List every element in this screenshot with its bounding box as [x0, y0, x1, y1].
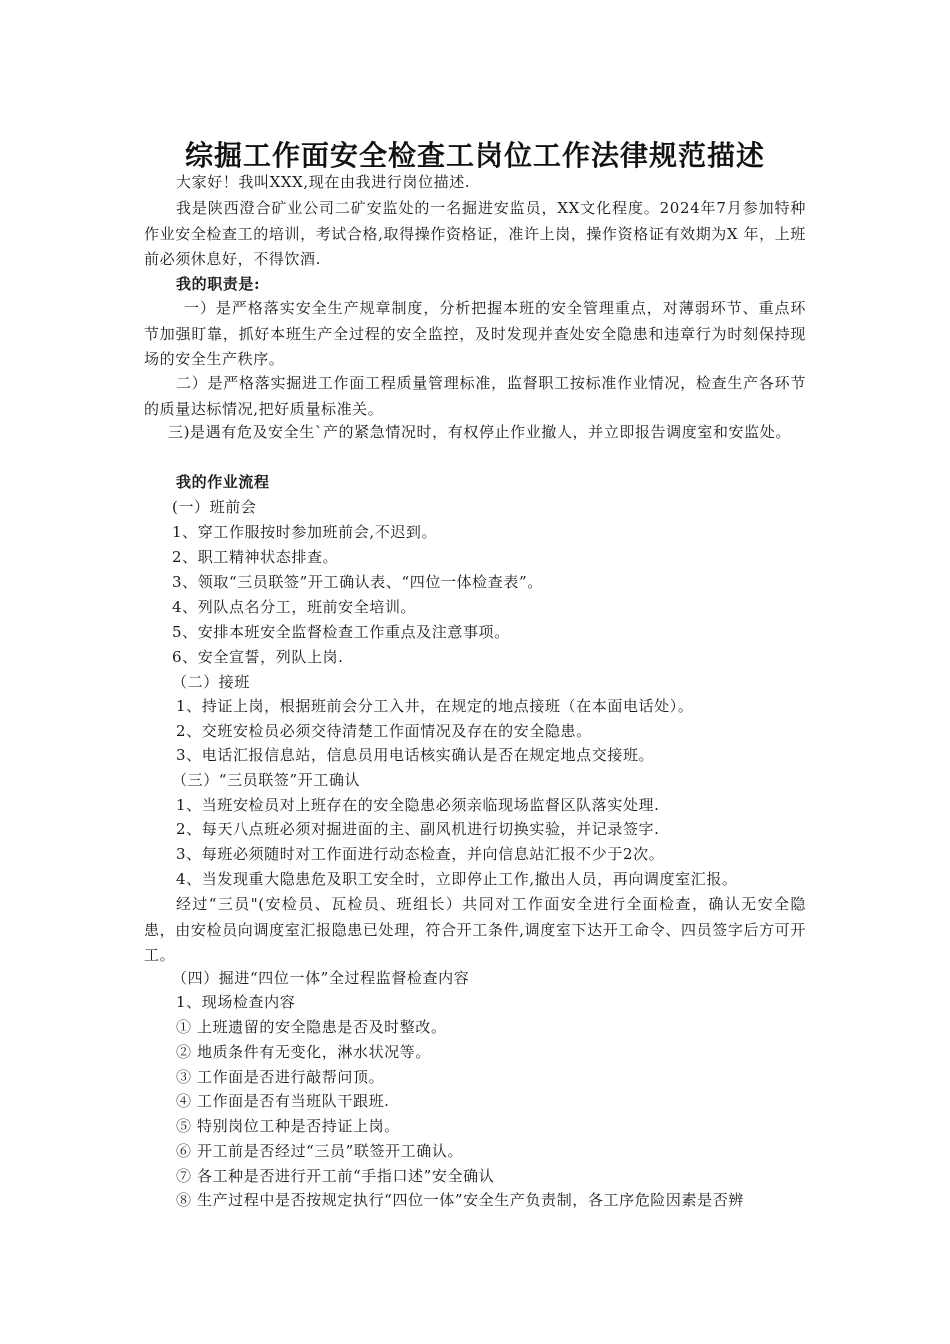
section-4-item: ⑧ 生产过程中是否按规定执行“四位一体”安全生产负责制，各工序危险因素是否辨	[176, 1191, 744, 1209]
section-4-item: ⑥ 开工前是否经过“三员”联签开工确认。	[176, 1142, 464, 1160]
document-title: 综掘工作面安全检查工岗位工作法律规范描述	[184, 139, 765, 172]
section-1-item: 3、领取“三员联签”开工确认表、“四位一体检查表”。	[172, 573, 543, 591]
section-2-title: （二）接班	[172, 673, 251, 691]
section-1-item: 5、安排本班安全监督检查工作重点及注意事项。	[172, 623, 510, 641]
duties-heading: 我的职责是:	[176, 275, 261, 293]
section-4-item: ② 地质条件有无变化，淋水状况等。	[176, 1043, 431, 1061]
section-4-item: ⑤ 特别岗位工种是否持证上岗。	[176, 1117, 400, 1135]
section-3-item: 1、当班安检员对上班存在的安全隐患必须亲临现场监督区队落实处理.	[176, 796, 660, 814]
section-4-item: ① 上班遗留的安全隐患是否及时整改。	[176, 1018, 447, 1036]
section-2-item: 1、持证上岗，根据班前会分工入井，在规定的地点接班（在本面电话处）。	[176, 697, 694, 715]
section-1-title: (一）班前会	[172, 498, 257, 516]
section-3-item: 4、当发现重大隐患危及职工安全时，立即停止工作,撤出人员，再向调度室汇报。	[176, 870, 738, 888]
process-heading: 我的作业流程	[176, 473, 270, 491]
section-1-item: 6、安全宣誓，列队上岗.	[172, 648, 344, 666]
section-3-summary: 经过“三员"(安检员、瓦检员、班组长）共同对工作面安全进行全面检查，确认无安全隐患，由安检员向调度室汇报隐患已处理，符合开工条件,调度室下达开工命令、四员签字后方可开工。	[144, 895, 806, 964]
section-4-item: ④ 工作面是否有当班队干跟班.	[176, 1092, 390, 1110]
section-4-title: （四）掘进“四位一体”全过程监督检查内容	[172, 969, 470, 987]
duty-item-2: 二）是严格落实掘进工作面工程质量管理标准，监督职工按标准作业情况，检查生产各环节的质量达标情况,把好质量标准关。	[144, 374, 806, 418]
section-4-subheading: 1、现场检查内容	[176, 993, 296, 1011]
greeting-line: 大家好！我叫XXX,现在由我进行岗位描述.	[176, 173, 471, 191]
section-3-item: 3、每班必须随时对工作面进行动态检查，并向信息站汇报不少于2次。	[176, 845, 665, 863]
duty-item-1: 一）是严格落实安全生产规章制度，分析把握本班的安全管理重点，对薄弱环节、重点环节加强盯靠，抓好本班生产全过程的安全监控，及时发现并查处安全隐患和违章行为时刻保持现场的安全生产秩序。	[144, 299, 806, 368]
section-1-item: 4、列队点名分工，班前安全培训。	[172, 598, 417, 616]
section-3-title: （三）“三员联签”开工确认	[172, 771, 361, 789]
section-1-item: 2、职工精神状态排查。	[172, 548, 339, 566]
duty-item-3: 三)是遇有危及安全生`产的紧急情况时，有权停止作业撤人，并立即报告调度室和安监处。	[168, 423, 791, 441]
section-2-item: 3、电话汇报信息站，信息员用电话核实确认是否在规定地点交接班。	[176, 746, 655, 764]
section-3-item: 2、每天八点班必须对掘进面的主、副风机进行切换实验，并记录签字.	[176, 820, 660, 838]
section-2-item: 2、交班安检员必须交待清楚工作面情况及存在的安全隐患。	[176, 722, 592, 740]
section-4-item: ③ 工作面是否进行敲帮问顶。	[176, 1068, 385, 1086]
intro-paragraph: 我是陕西澄合矿业公司二矿安监处的一名掘进安监员，XX文化程度。2024年7月参加特种作业安全检查工的培训，考试合格,取得操作资格证，准许上岗，操作资格证有效期为X 年，上班前必须休息好，不得饮酒.	[144, 199, 806, 268]
section-1-item: 1、穿工作服按时参加班前会,不迟到。	[172, 523, 438, 541]
section-4-item: ⑦ 各工种是否进行开工前“手指口述”安全确认	[176, 1167, 495, 1185]
